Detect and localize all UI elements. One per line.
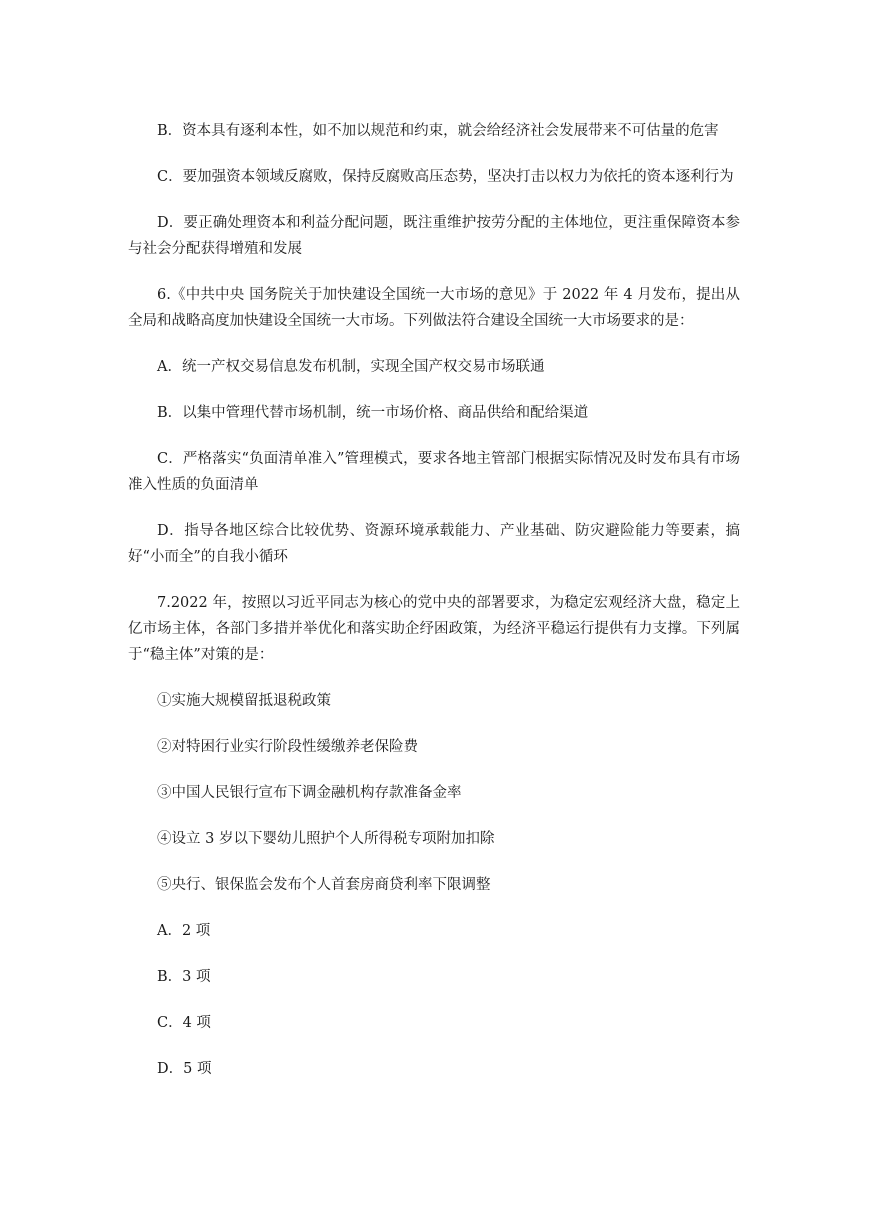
q5-option-b: B．资本具有逐利本性，如不加以规范和约束，就会给经济社会发展带来不可估量的危害: [157, 123, 719, 139]
q6-option-c: C．严格落实“负面清单准入”管理模式，要求各地主管部门根据实际情况及时发布具有市场准入性质的负面清单: [128, 451, 740, 493]
q7-item-2: ②对特困行业实行阶段性缓缴养老保险费: [157, 739, 418, 755]
q7-option-c: C．4 项: [157, 1015, 211, 1031]
q7-option-b: B．3 项: [157, 969, 211, 985]
document-content: [128, 118, 740, 1102]
question-7-stem: 7.2022 年，按照以习近平同志为核心的党中央的部署要求，为稳定宏观经济大盘，稳定上亿市场主体，各部门多措并举优化和落实助企纾困政策，为经济平稳运行提供有力支撑。下列属于“稳主体”对策的是：: [128, 595, 740, 663]
q7-option-d: D．5 项: [157, 1061, 212, 1077]
q7-option-a: A．2 项: [157, 923, 211, 939]
q6-option-a: A．统一产权交易信息发布机制，实现全国产权交易市场联通: [157, 359, 545, 375]
q6-option-d: D．指导各地区综合比较优势、资源环境承载能力、产业基础、防灾避险能力等要素，搞好“小而全”的自我小循环: [128, 523, 740, 565]
q6-option-b: B．以集中管理代替市场机制，统一市场价格、商品供给和配给渠道: [157, 405, 589, 421]
q7-item-4: ④设立 3 岁以下婴幼儿照护个人所得税专项附加扣除: [157, 831, 495, 847]
question-6-stem: 6.《中共中央 国务院关于加快建设全国统一大市场的意见》于 2022 年 4 月发布，提出从全局和战略高度加快建设全国统一大市场。下列做法符合建设全国统一大市场要求的是：: [128, 287, 740, 329]
q5-option-d: D．要正确处理资本和利益分配问题，既注重维护按劳分配的主体地位，更注重保障资本参与社会分配获得增殖和发展: [128, 215, 740, 257]
q7-item-3: ③中国人民银行宣布下调金融机构存款准备金率: [157, 785, 462, 801]
q7-item-5: ⑤央行、银保监会发布个人首套房商贷利率下限调整: [157, 877, 491, 893]
q7-item-1: ①实施大规模留抵退税政策: [157, 693, 331, 709]
q5-option-c: C．要加强资本领域反腐败，保持反腐败高压态势，坚决打击以权力为依托的资本逐利行为: [157, 169, 734, 185]
